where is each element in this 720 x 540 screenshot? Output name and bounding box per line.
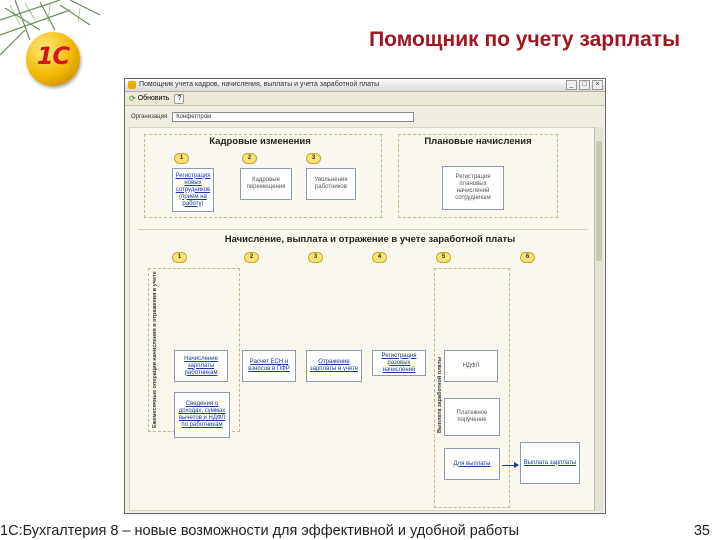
window-titlebar (125, 79, 605, 92)
hr-step-1: 1 (174, 153, 189, 164)
payroll-step-1: 1 (172, 252, 187, 263)
payroll-title: Начисление, выплата и отражение в учете заработной платы (224, 234, 516, 245)
salary-payout-link[interactable]: Выплата зарплаты (520, 442, 580, 484)
payment-order-link[interactable]: Платежное поручение (444, 398, 500, 436)
for-payment-link[interactable]: Для выплаты (444, 448, 500, 480)
vertical-scrollbar[interactable] (594, 127, 603, 511)
salary-payment-label: Выплата заработной платы (437, 356, 443, 433)
maximize-button[interactable]: □ (579, 80, 590, 90)
slide-title: Помощник по учету зарплаты (369, 28, 680, 51)
app-icon (128, 81, 136, 89)
hr-step-3: 3 (306, 153, 321, 164)
income-ndfl-info-link[interactable]: Сведения о доходах, суммах вычетов и НДФЛ по работникам (174, 392, 230, 438)
esn-pfr-calculation-link[interactable]: Расчет ЕСН и взносов в ПФР (242, 350, 296, 382)
minimize-button[interactable]: _ (566, 80, 577, 90)
ndfl-link[interactable]: НДФЛ (444, 350, 498, 382)
close-button[interactable]: × (592, 80, 603, 90)
help-button[interactable]: ? (174, 94, 184, 104)
organization-row (131, 112, 414, 122)
assistant-window (124, 78, 606, 514)
organization-label: Организация (131, 114, 168, 120)
window-controls (566, 80, 603, 90)
planned-accruals-title: Плановые начисления (424, 136, 532, 147)
window-title: Помощник учета кадров, начисления, выплаты и учета заработной платы (139, 81, 380, 88)
refresh-icon: ⟳ (129, 94, 136, 103)
flow-arrow (502, 465, 518, 466)
hire-employees-link[interactable]: Регистрация новых сотрудников (прием на работу) (172, 168, 214, 212)
dismissals-link[interactable]: Увольнения работников (306, 168, 356, 200)
payroll-step-3: 3 (308, 252, 323, 263)
organization-field[interactable]: Конфетпром (172, 112, 414, 122)
one-time-accruals-link[interactable]: Регистрация разовых начислений (372, 350, 426, 376)
page-number: 35 (693, 523, 710, 539)
payroll-step-5: 5 (436, 252, 451, 263)
logo-text: 1С (36, 42, 70, 70)
toolbar (125, 92, 605, 106)
transfers-link[interactable]: Кадровые перемещения (240, 168, 292, 200)
refresh-label: Обновить (137, 95, 170, 102)
payroll-step-4: 4 (372, 252, 387, 263)
section-divider (138, 229, 588, 230)
hr-changes-title: Кадровые изменения (209, 136, 311, 147)
footer-text: 1С:Бухгалтерия 8 – новые возможности для эффективной и удобной работы (0, 523, 520, 539)
payroll-accounting-link[interactable]: Отражение зарплаты в учете (306, 350, 362, 382)
1c-logo (26, 32, 80, 86)
planned-accruals-link[interactable]: Регистрация плановых начислений сотрудникам (442, 166, 504, 210)
payroll-step-2: 2 (244, 252, 259, 263)
monthly-operations-label: Ежемесячные операции начисления и отражения в учете (152, 271, 158, 428)
refresh-button[interactable] (129, 92, 169, 105)
payroll-step-6: 6 (520, 252, 535, 263)
payroll-accrual-link[interactable]: Начисление зарплаты работникам (174, 350, 228, 382)
assistant-panel (129, 127, 595, 511)
scrollbar-thumb[interactable] (596, 141, 602, 261)
hr-step-2: 2 (242, 153, 257, 164)
